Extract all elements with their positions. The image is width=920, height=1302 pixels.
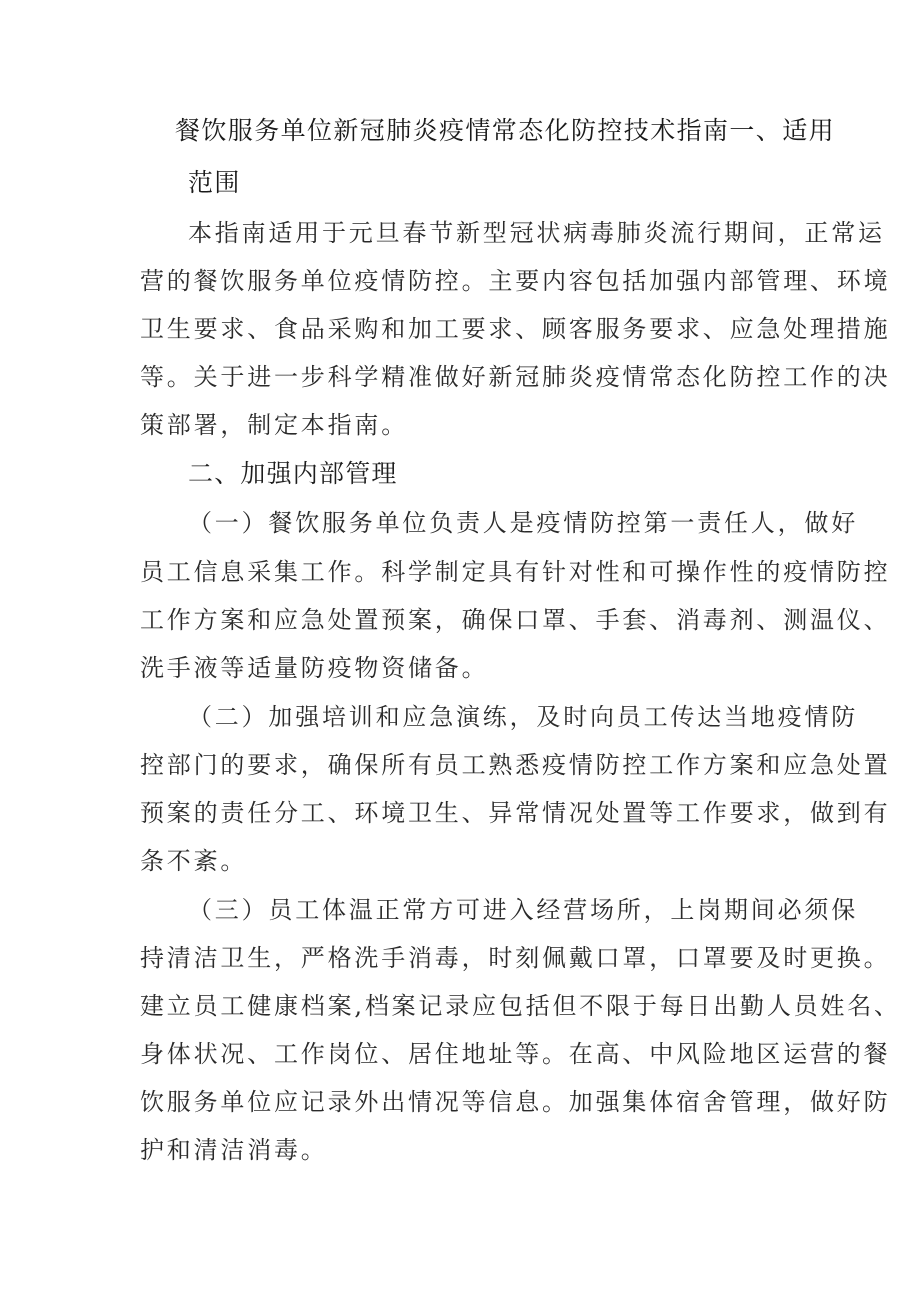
paragraph-line: 本指南适用于元旦春节新型冠状病毒肺炎流行期间，正常运 [188, 219, 885, 247]
document-title-line-1: 餐饮服务单位新冠肺炎疫情常态化防控技术指南一、适用 [175, 116, 836, 145]
paragraph-line: 饮服务单位应记录外出情况等信息。加强集体宿舍管理，做好防 [140, 1088, 891, 1116]
document-title-line-2: 范围 [188, 168, 241, 197]
paragraph-line: （三）员工体温正常方可进入经营场所，上岗期间必须保 [188, 896, 858, 924]
paragraph-line: 员工信息采集工作。科学制定具有针对性和可操作性的疫情防控 [140, 558, 891, 586]
paragraph-line: （一）餐饮服务单位负责人是疫情防控第一责任人，做好 [188, 509, 858, 537]
paragraph-line: 身体状况、工作岗位、居住地址等。在高、中风险地区运营的餐 [140, 1040, 891, 1068]
paragraph-line: （二）加强培训和应急演练，及时向员工传达当地疫情防 [188, 703, 858, 731]
paragraph-line: 洗手液等适量防疫物资储备。 [140, 654, 489, 682]
paragraph-line: 条不紊。 [140, 847, 248, 875]
paragraph-line: 工作方案和应急处置预案，确保口罩、手套、消毒剂、测温仪、 [140, 606, 891, 634]
section-2-heading: 二、加强内部管理 [188, 459, 398, 488]
paragraph-line: 等。关于进一步科学精准做好新冠肺炎疫情常态化防控工作的决 [140, 363, 891, 391]
paragraph-line: 营的餐饮服务单位疫情防控。主要内容包括加强内部管理、环境 [140, 267, 891, 295]
paragraph-line: 预案的责任分工、环境卫生、异常情况处置等工作要求，做到有 [140, 799, 891, 827]
paragraph-line: 控部门的要求，确保所有员工熟悉疫情防控工作方案和应急处置 [140, 751, 891, 779]
paragraph-line: 建立员工健康档案,档案记录应包括但不限于每日出勤人员姓名、 [140, 992, 901, 1020]
paragraph-line: 护和清洁消毒。 [140, 1136, 328, 1164]
paragraph-line: 持清洁卫生，严格洗手消毒，时刻佩戴口罩，口罩要及时更换。 [140, 944, 891, 972]
paragraph-line: 卫生要求、食品采购和加工要求、顾客服务要求、应急处理措施 [140, 315, 891, 343]
paragraph-line: 策部署，制定本指南。 [140, 411, 408, 439]
